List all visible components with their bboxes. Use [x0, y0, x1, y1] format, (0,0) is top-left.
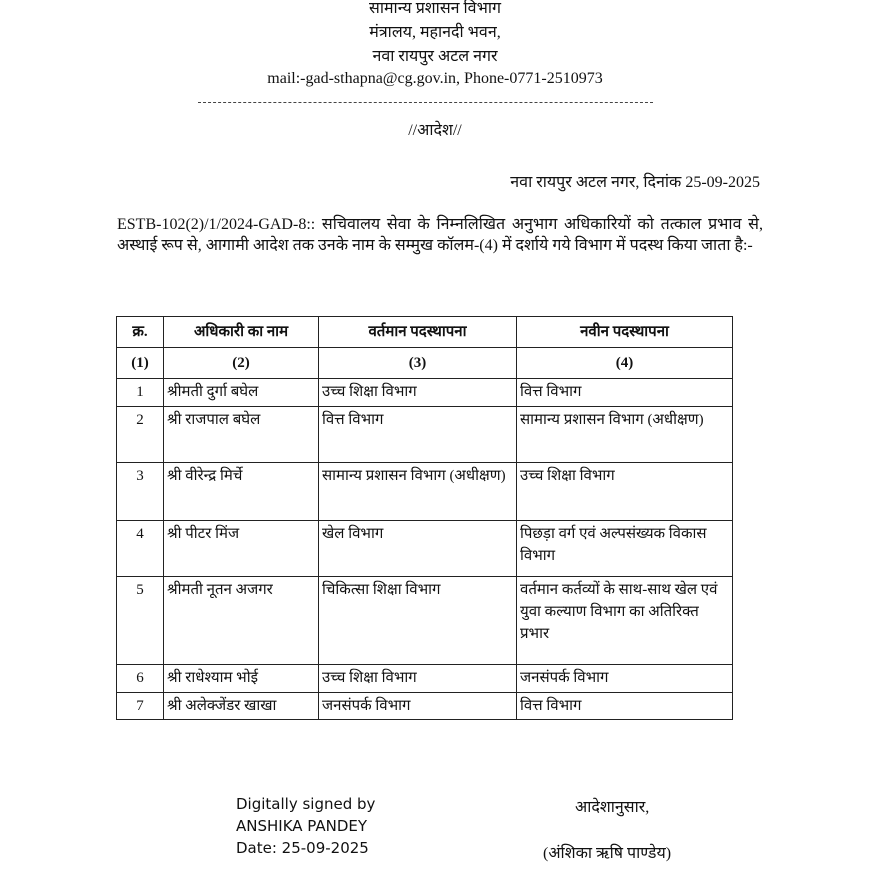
- new-posting-cell: उच्च शिक्षा विभाग: [517, 463, 733, 521]
- name-cell: श्री पीटर मिंज: [164, 521, 319, 577]
- name-cell: श्री राधेश्याम भोई: [164, 665, 319, 693]
- col-num: (2): [164, 348, 319, 379]
- department-name: सामान्य प्रशासन विभाग: [369, 0, 501, 17]
- order-body: ESTB-102(2)/1/2024-GAD-8:: सचिवालय सेवा के निम्नलिखित अनुभाग अधिकारियों को तत्काल प्रभाव से, अस्थाई रूप से, आगामी आदेश तक उनके नाम के सम्मुख कॉलम-(4) में दर्शाये गये विभाग में पदस्थ किया जाता है:-: [117, 216, 763, 254]
- table-row: [117, 379, 733, 407]
- current-posting-cell: खेल विभाग: [319, 521, 517, 577]
- name-cell: श्री राजपाल बघेल: [164, 407, 319, 463]
- new-posting-cell: पिछड़ा वर्ग एवं अल्पसंख्यक विकास विभाग: [517, 521, 733, 577]
- current-posting-cell: वित्त विभाग: [319, 407, 517, 463]
- serial-cell: 5: [117, 577, 164, 665]
- contact-info: mail:-gad-sthapna@cg.gov.in, Phone-0771-2510973: [267, 70, 603, 87]
- building-address: मंत्रालय, महानदी भवन,: [369, 24, 501, 41]
- header-new: नवीन पदस्थापना: [517, 317, 733, 348]
- table-row: [117, 693, 733, 720]
- name-cell: श्री अलेक्जेंडर खाखा: [164, 693, 319, 720]
- header-current: वर्तमान पदस्थापना: [319, 317, 517, 348]
- table-row: [117, 463, 733, 521]
- order-title: //आदेश//: [408, 122, 462, 139]
- signer-name: ANSHIKA PANDEY: [236, 817, 368, 835]
- place-date: नवा रायपुर अटल नगर, दिनांक 25-09-2025: [510, 174, 760, 191]
- col-num: (3): [319, 348, 517, 379]
- column-number-row: [117, 348, 733, 379]
- current-posting-cell: उच्च शिक्षा विभाग: [319, 379, 517, 407]
- serial-cell: 6: [117, 665, 164, 693]
- table-row: [117, 577, 733, 665]
- digital-signature: [236, 793, 375, 859]
- table-row: [117, 665, 733, 693]
- current-posting-cell: चिकित्सा शिक्षा विभाग: [319, 577, 517, 665]
- order-by: आदेशानुसार,: [575, 799, 650, 816]
- table-header-row: [117, 317, 733, 348]
- signature-date: Date: 25-09-2025: [236, 839, 369, 857]
- new-posting-cell: वित्त विभाग: [517, 379, 733, 407]
- city-address: नवा रायपुर अटल नगर: [372, 48, 498, 65]
- serial-cell: 7: [117, 693, 164, 720]
- name-cell: श्रीमती नूतन अजगर: [164, 577, 319, 665]
- table-row: [117, 521, 733, 577]
- serial-cell: 3: [117, 463, 164, 521]
- new-posting-cell: वर्तमान कर्तव्यों के साथ-साथ खेल एवं युवा कल्याण विभाग का अतिरिक्त प्रभार: [517, 577, 733, 665]
- posting-table: [116, 316, 733, 720]
- serial-cell: 2: [117, 407, 164, 463]
- new-posting-cell: जनसंपर्क विभाग: [517, 665, 733, 693]
- signatory: (अंशिका ऋषि पाण्डेय): [543, 845, 672, 862]
- divider: [198, 102, 653, 103]
- header-serial: क्र.: [117, 317, 164, 348]
- name-cell: श्रीमती दुर्गा बघेल: [164, 379, 319, 407]
- serial-cell: 1: [117, 379, 164, 407]
- header-name: अधिकारी का नाम: [164, 317, 319, 348]
- col-num: (1): [117, 348, 164, 379]
- current-posting-cell: सामान्य प्रशासन विभाग (अधीक्षण): [319, 463, 517, 521]
- name-cell: श्री वीरेन्द्र मिर्चे: [164, 463, 319, 521]
- col-num: (4): [517, 348, 733, 379]
- new-posting-cell: वित्त विभाग: [517, 693, 733, 720]
- serial-cell: 4: [117, 521, 164, 577]
- current-posting-cell: जनसंपर्क विभाग: [319, 693, 517, 720]
- new-posting-cell: सामान्य प्रशासन विभाग (अधीक्षण): [517, 407, 733, 463]
- current-posting-cell: उच्च शिक्षा विभाग: [319, 665, 517, 693]
- table-row: [117, 407, 733, 463]
- signature-line: Digitally signed by: [236, 795, 376, 813]
